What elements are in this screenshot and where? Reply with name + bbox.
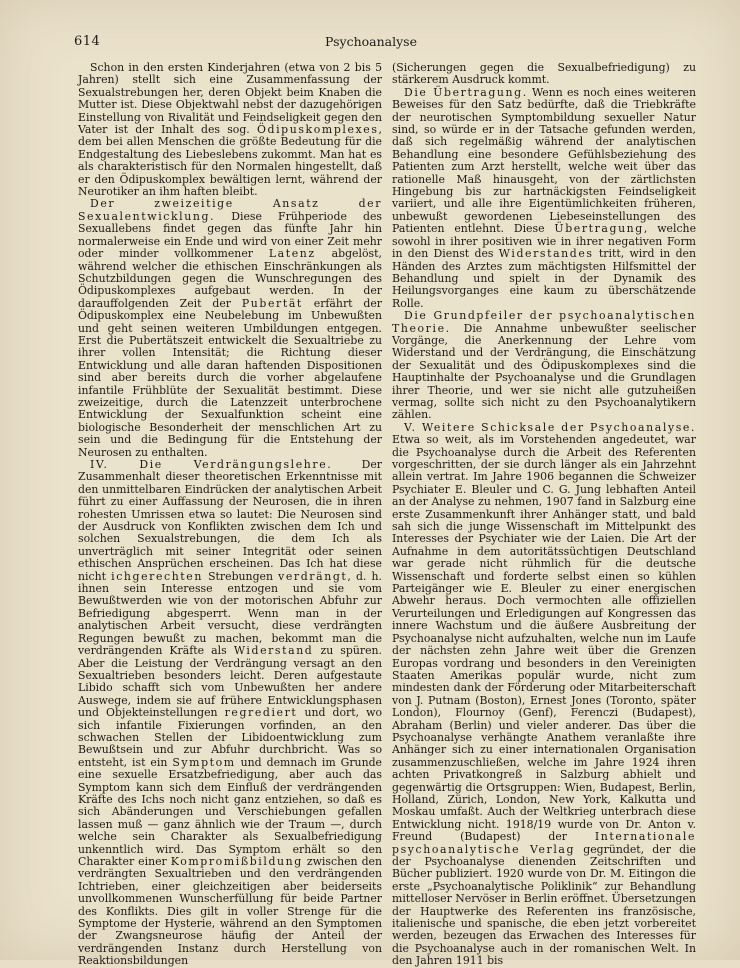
page-header	[74, 34, 668, 56]
section-heading: Die Übertragung.	[404, 85, 528, 99]
term-oedipuskomplex: Ödipuskomplexes	[257, 123, 379, 137]
term-verdraengt: verdrängt	[278, 569, 348, 583]
term-verlag: Internationale psychoanalytische Verlag	[392, 830, 696, 856]
paragraph-continuation: (Sicherungen gegen die Sexualbefriedigung) zu stärkerem Ausdruck kommt.	[392, 61, 696, 87]
term-symptom: Symptom	[172, 755, 236, 769]
term-widerstandes: Widerstandes	[498, 247, 594, 261]
paragraph-repression-theory: IV. Die Verdrängungslehre. Der Zusammenhalt dieser theoretischen Erkenntnisse mit den unmittelbaren Eindrücken der analytischen Arbeit führt zu einer Auffassung der Neurosen, die in ihren rohesten Umrissen etwa so lautet: Die Neurosen sind der Ausdruck von Konflikten zwischen dem Ich und solchen Sexualstrebungen, die dem Ich als unverträglich mit seiner Integrität oder seinen ethischen Ansprüchen erscheinen. Das Ich hat diese nicht ichgerechten Strebungen verdrängt, d. h. ihnen sein Interesse entzogen und sie vom Bewußtwerden wie von der motorischen Abfuhr zur Befriedigung abgesperrt. Wenn man in der analytischen Arbeit versucht, diese verdrängten Regungen bewußt zu machen, bekommt man die verdrängenden Kräfte als Widerstand zu spüren. Aber die Leistung der Verdrängung versagt an den Sexualtrieben besonders leicht. Deren aufgestaute Libido schafft sich vom Unbewußten her andere Auswege, indem sie auf frühere Entwicklungsphasen und Objekteinstellungen regrediert und dort, wo sich infantile Fixierungen vorfinden, an den schwachen Stellen der Libidoentwicklung zum Bewußtsein und zur Abfuhr durchbricht. Was so entsteht, ist ein Symptom und demnach im Grunde eine sexuelle Ersatzbefriedigung, aber auch das Symptom kann sich dem Einfluß der verdrängenden Kräfte des Ichs noch nicht ganz entziehen, so daß es sich Abänderungen und Verschiebungen gefallen lassen muß — ganz ähnlich wie der Traum —, durch welche sein Charakter als Sexualbefriedigung unkenntlich wird. Das Symptom erhält so den Charakter einer Kompromißbildung zwischen den verdrängten Sexualtrieben und den verdrängenden Ichtrieben, einer gleichzeitigen aber beiderseits unvollkommenen Wunscherfüllung für beide Partner des Konflikts. Dies gilt in voller Strenge für die Symptome der Hysterie, während an den Symptomen der Zwangsneurose häufig der Anteil der verdrängenden Instanz durch Herstellung von Reaktionsbildungen	[78, 458, 383, 968]
section-heading: Die Grundpfeiler der psychoanalytischen Theorie.	[392, 309, 696, 335]
paragraph-transference: Die Übertragung. Wenn es noch eines weiteren Beweises für den Satz bedürfte, daß die Triebkräfte der neurotischen Symptombildung sexueller Natur sind, so würde er in der Tatsache gefunden werden, daß sich regelmäßig während der analytischen Behandlung eine besondere Gefühlsbeziehung des Patienten zum Arzt herstellt, welche weit über das rationelle Maß hinausgeht, von der zärtlichsten Hingebung bis zur hartnäckigsten Feindseligkeit variiert, und alle ihre Eigentümlichkeiten früheren, unbewußt gewordenen Liebeseinstellungen des Patienten entlehnt. Diese Übertragung, welche sowohl in ihrer positiven wie in ihrer negativen Form in den Dienst des Widerstandes tritt, wird in den Händen des Arztes zum mächtigsten Hilfsmittel der Behandlung und spielt in der Dynamik des Heilungsvorganges eine kaum zu überschätzende Rolle.	[392, 85, 697, 310]
right-column	[392, 61, 697, 968]
paragraph-two-phase-development: Der zweizeitige Ansatz der Sexualentwicklung. Diese Frühperiode des Sexuallebens findet gegen das fünfte Jahr hin normalerweise ein Ende und wird von einer Zeit mehr oder minder vollkommener Latenz abgelöst, während welcher die ethischen Einschränkungen als Schutzbildungen gegen die Wunschregungen des Ödipuskomplexes aufgebaut werden. In der darauffolgenden Zeit der Pubertät erfährt der Ödipuskomplex eine Neubelebung im Unbewußten und geht seinen weiteren Umbildungen entgegen. Erst die Pubertätszeit entwickelt die Sexualtriebe zu ihrer vollen Intensität; die Richtung dieser Entwicklung und alle daran haftenden Dispositionen sind aber bereits durch die vorher abgelaufene infantile Frühblüte der Sexualität bestimmt. Diese zweizeitige, durch die Latenzzeit unterbrochene Entwicklung der Sexualfunktion scheint eine biologische Besonderheit der menschlichen Art zu sein und die Bedingung für die Entstehung der Neurosen zu enthalten.	[78, 197, 382, 459]
term-ichgerecht: ichgerechten	[111, 569, 203, 583]
term-pubertaet: Pubertät	[241, 296, 303, 310]
term-widerstand: Widerstand	[233, 644, 314, 658]
section-heading: Der zweizeitige Ansatz der Sexualentwicklung.	[78, 197, 382, 223]
term-latenz: Latenz	[268, 247, 316, 261]
term-kompromissbildung: Kompromißbildung	[170, 855, 303, 868]
page-number: 614	[74, 34, 101, 49]
left-column	[78, 61, 383, 968]
term-regrediert: regrediert	[224, 706, 298, 720]
running-title: Psychoanalyse	[325, 34, 417, 49]
paragraph-pillars: Die Grundpfeiler der psychoanalytischen Theorie. Die Annahme unbewußter seelischer Vorgänge, die Anerkennung der Lehre vom Widerstand und der Verdrängung, die Einschätzung der Sexualität und des Ödipuskomplexes sind die Hauptinhalte der Psychoanalyse und die Grundlagen ihrer Theorie, und wer sie nicht alle gutzuheißen vermag, sollte sich nicht zu den Psychoanalytikern zählen.	[392, 309, 696, 422]
section-heading: V. Weitere Schicksale der Psychoanalyse.	[404, 420, 696, 434]
section-heading: IV. Die Verdrängungslehre.	[90, 458, 333, 471]
paragraph-further-fate: V. Weitere Schicksale der Psychoanalyse. Etwa so weit, als im Vorstehenden angedeutet, war die Psychoanalyse durch die Arbeit des Referenten vorgeschritten, der sie durch länger als ein Jahrzehnt allein vertrat. Im Jahre 1906 begannen die Schweizer Psychiater E. Bleuler und C. G. Jung lebhaften Anteil an der Analyse zu nehmen, 1907 fand in Salzburg eine erste Zusammenkunft ihrer Anhänger statt, und bald sah sich die junge Wissenschaft im Mittelpunkt des Interesses der Psychiater wie der Laien. Die Art der Aufnahme in dem autoritätssüchtigen Deutschland war gerade nicht rühmlich für die deutsche Wissenschaft und forderte selbst einen so kühlen Parteigänger wie E. Bleuler zu einer energischen Abwehr heraus. Doch vermochten alle offiziellen Verurteilungen und Erledigungen auf Kongressen das innere Wachstum und die äußere Ausbreitung der Psychoanalyse nicht aufzuhalten, welche nun im Laufe der nächsten zehn Jahre weit über die Grenzen Europas vordrang und besonders in den Vereinigten Staaten Amerikas populär wurde, nicht zum mindesten dank der Förderung oder Mitarbeiterschaft von J. Putnam (Boston), Ernest Jones (Toronto, später London), Flournoy (Genf), Ferenczi (Budapest), Abraham (Berlin) und vieler anderer. Das über die Psychoanalyse verhängte Anathem veranlaßte ihre Anhänger sich zu einer internationalen Organisation zusammenzuschließen, welche im Jahre 1924 ihren achten Privatkongreß in Salzburg abhielt und gegenwärtig die Ortsgruppen: Wien, Budapest, Berlin, Holland, Zürich, London, New York, Kalkutta und Moskau umfaßt. Auch der Weltkrieg unterbrach diese Entwicklung nicht. 1918/19 wurde von Dr. Anton v. Freund (Budapest) der Internationale psychoanalytische Verlag gegründet, der die der Psychoanalyse dienenden Zeitschriften und Bücher publiziert. 1920 wurde von Dr. M. Eitingon die erste „Psychoanalytische Poliklinik“ zur Behandlung mittelloser Nervöser in Berlin eröffnet. Übersetzungen der Hauptwerke des Referenten ins französische, italienische und spanische, die eben jetzt vorbereitet werden, bezeugen das Erwachen des Interesses für die Psychoanalyse auch in der romanischen Welt. In den Jahren 1911 bis	[392, 420, 696, 968]
term-uebertragung: Übertragung	[554, 222, 644, 236]
paragraph-oedipus: Schon in den ersten Kinderjahren (etwa von 2 bis 5 Jahren) stellt sich eine Zusammenfassung der Sexualstrebungen her, deren Objekt beim Knaben die Mutter ist. Diese Objektwahl nebst der dazugehörigen Einstellung von Rivalität und Feindseligkeit gegen den Vater ist der Inhalt des sog. Ödipuskomplexes, dem bei allen Menschen die größte Bedeutung für die Endgestaltung des Liebeslebens zukommt. Man hat es als charakteristisch für den Normalen hingestellt, daß er den Ödipuskomplex bewältigen lernt, während der Neurotiker an ihm haften bleibt.	[78, 61, 382, 199]
